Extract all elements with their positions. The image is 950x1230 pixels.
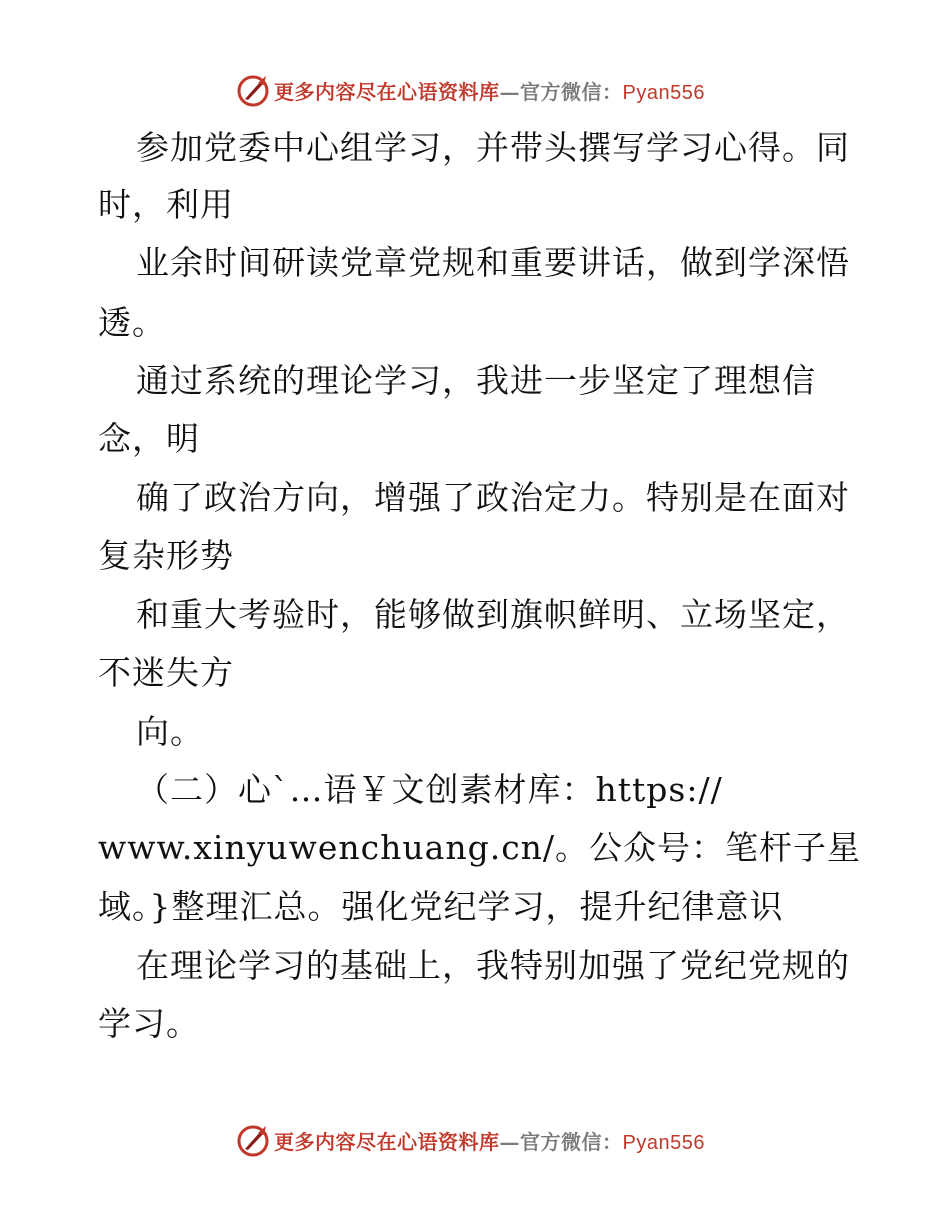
paragraph-line: 参加党委中心组学习，并带头撰写学习心得。同 bbox=[136, 128, 850, 167]
paragraph-line: 向。 bbox=[136, 712, 204, 751]
paragraph-line: 在理论学习的基础上，我特别加强了党纪党规的 bbox=[136, 946, 850, 985]
header-wechat-label: —官方微信： bbox=[499, 79, 623, 104]
paragraph-line: 确了政治方向，增强了政治定力。特别是在面对 bbox=[136, 478, 850, 517]
footer-brand: 更多内容尽在心语资料库 bbox=[274, 1129, 500, 1154]
paragraph-line: 学习。 bbox=[98, 1004, 200, 1043]
header-wechat-handle: Pyan556 bbox=[622, 81, 705, 104]
footer-banner-text bbox=[274, 1126, 705, 1155]
header-brand: 更多内容尽在心语资料库 bbox=[274, 79, 500, 104]
paragraph-line: 复杂形势 bbox=[98, 536, 234, 575]
paragraph-line: 域。}整理汇总。强化党纪学习，提升纪律意识 bbox=[98, 887, 784, 926]
paragraph-line: 业余时间研读党章党规和重要讲话，做到学深悟 bbox=[136, 243, 850, 282]
footer-wechat-handle: Pyan556 bbox=[622, 1131, 705, 1154]
paragraph-line: www.xinyuwenchuang.cn/。公众号：笔杆子星 bbox=[98, 828, 862, 867]
paragraph-line: 念，明 bbox=[98, 419, 200, 458]
footer-wechat-label: —官方微信： bbox=[499, 1129, 623, 1154]
paragraph-line: （二）心`…语￥文创素材库：https:// bbox=[136, 770, 723, 809]
paragraph-line: 通过系统的理论学习，我进一步坚定了理想信 bbox=[136, 361, 816, 400]
paragraph-line: 时，利用 bbox=[98, 185, 234, 224]
paragraph-line: 不迷失方 bbox=[98, 653, 234, 692]
quill-logo-icon bbox=[236, 1123, 270, 1157]
paragraph-line: 和重大考验时，能够做到旗帜鲜明、立场坚定， bbox=[136, 595, 850, 634]
footer-banner bbox=[236, 1123, 705, 1157]
paragraph-line: 透。 bbox=[98, 303, 166, 342]
